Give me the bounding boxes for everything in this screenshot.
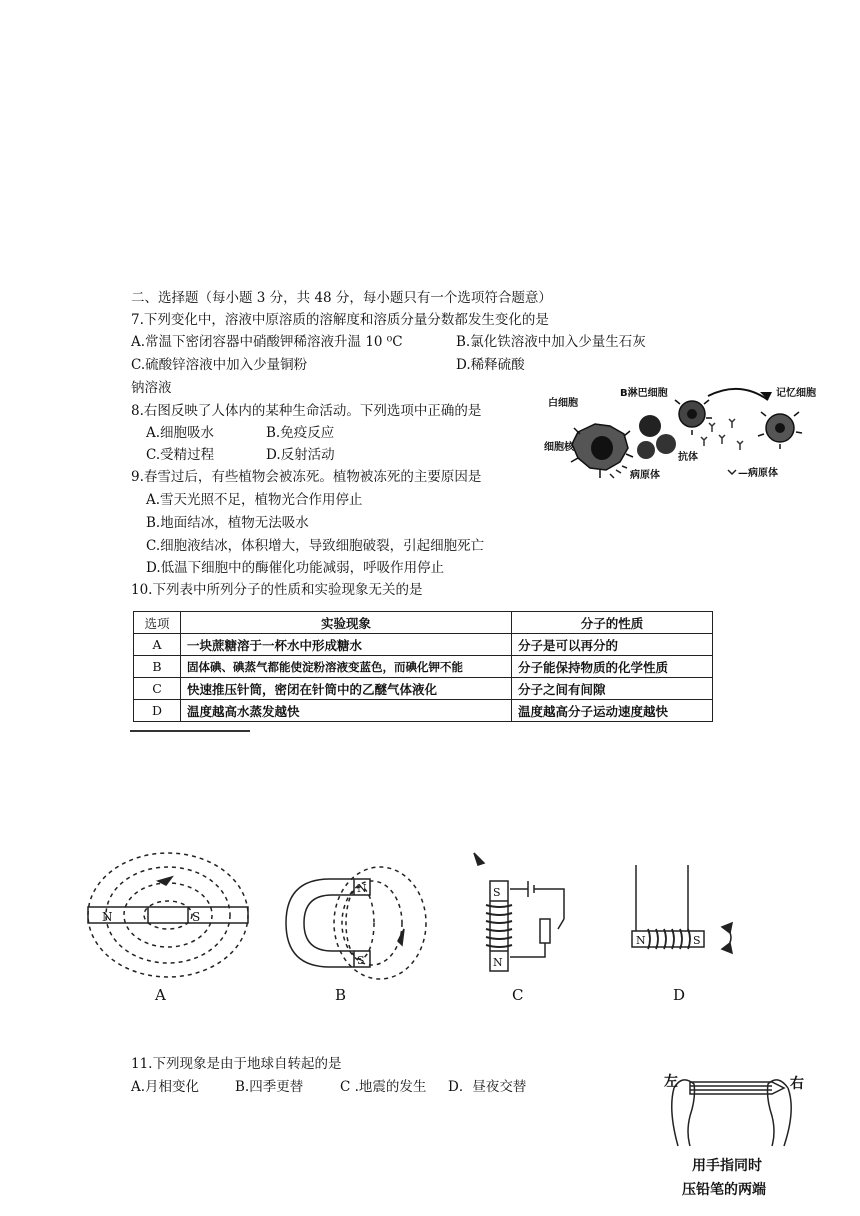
q7-option-b: B.氯化铁溶液中加入少量生石灰 [456, 334, 646, 350]
b-cell-drawing [675, 400, 712, 435]
pencil-caption-line1: 用手指同时 [692, 1158, 762, 1174]
nucleus-label: 细胞核 [544, 442, 574, 453]
q11-option-a: A.月相变化 [131, 1079, 200, 1095]
pencil-figure [660, 1070, 820, 1150]
table-cell: 温度越高水蒸发越快 [181, 700, 512, 722]
q10-table [133, 611, 713, 722]
figure-c-s: S [493, 886, 501, 899]
magnetic-field-figures [80, 845, 760, 1015]
pathogen-label: 病原体 [630, 470, 660, 481]
table-row [134, 634, 713, 656]
figure-b-label: B [335, 986, 347, 1004]
q10-stem: 10.下列表中所列分子的性质和实验现象无关的是 [131, 582, 423, 598]
table-row [134, 678, 713, 700]
q11-stem: 11.下列现象是由于地球自转起的是 [131, 1056, 342, 1072]
q8-option-d: D.反射活动 [266, 447, 335, 463]
table-cell: C [134, 678, 181, 700]
table-cell: 固体碘、碘蒸气都能使淀粉溶液变蓝色，而碘化钾不能 [181, 656, 512, 678]
figure-d-label: D [673, 986, 686, 1004]
table-cell: 分子能保持物质的化学性质 [512, 656, 713, 678]
pathogen-legend-label: —病原体 [738, 468, 778, 479]
memory-cell-label: 记忆细胞 [776, 388, 816, 399]
q7-option-d-continued: 钠溶液 [131, 380, 172, 396]
section-header: 二、选择题（每小题 3 分，共 48 分，每小题只有一个选项符合题意） [131, 290, 552, 306]
figure-d-n: N [636, 934, 646, 947]
figure-c-n: N [493, 956, 503, 969]
q8-option-c: C.受精过程 [146, 447, 215, 463]
figure-b-drawing [286, 867, 426, 979]
table-cell: 分子是可以再分的 [512, 634, 713, 656]
table-cell: B [134, 656, 181, 678]
table-header-row [134, 612, 713, 634]
q11-option-b: B.四季更替 [235, 1079, 304, 1095]
table-underline [130, 730, 250, 732]
table-cell: 分子之间有间隙 [512, 678, 713, 700]
q9-option-b: B.地面结冰，植物无法吸水 [146, 515, 309, 531]
table-cell: 一块蔗糖溶于一杯水中形成糖水 [181, 634, 512, 656]
q9-stem: 9.春雪过后，有些植物会被冻死。植物被冻死的主要原因是 [131, 469, 482, 485]
q9-option-c: C.细胞液结冰，体积增大，导致细胞破裂，引起细胞死亡 [146, 538, 485, 554]
figure-d-s: S [693, 934, 701, 947]
table-cell: 温度越高分子运动速度越快 [512, 700, 713, 722]
figure-a-label: A [155, 986, 166, 1004]
table-header-phenomenon: 实验现象 [181, 612, 512, 634]
b-cell-label: B淋巴细胞 [620, 388, 668, 399]
table-cell: 快速推压针筒，密闭在针筒中的乙醚气体液化 [181, 678, 512, 700]
memory-cell-drawing [758, 412, 802, 449]
antibody-label: 抗体 [678, 452, 698, 463]
figure-b-n: N [357, 882, 367, 895]
pencil-caption-line2: 压铅笔的两端 [682, 1182, 766, 1198]
pencil-right-label: 右 [790, 1076, 804, 1092]
immune-response-figure [540, 378, 830, 490]
q7-option-a: A.常温下密闭容器中硝酸钾稀溶液升温 10 ⁰C [131, 334, 403, 350]
q11-option-c: C .地震的发生 [340, 1079, 427, 1095]
q8-stem: 8.右图反映了人体内的某种生命活动。下列选项中正确的是 [131, 403, 482, 419]
figure-a-n: N [102, 910, 113, 924]
q9-option-d: D.低温下细胞中的酶催化功能减弱，呼吸作用停止 [146, 560, 445, 576]
table-row [134, 656, 713, 678]
table-header-option: 选项 [134, 612, 181, 634]
figure-b-s: S [357, 954, 365, 967]
figure-c-label: C [512, 986, 524, 1004]
antibody-shapes [701, 419, 743, 450]
white-cell-drawing [571, 424, 633, 478]
table-cell: D [134, 700, 181, 722]
q11-option-d: D．昼夜交替 [448, 1079, 527, 1095]
q8-option-a: A.细胞吸水 [146, 425, 215, 441]
table-cell: A [134, 634, 181, 656]
q7-option-c: C.硫酸锌溶液中加入少量铜粉 [131, 357, 308, 373]
q8-option-b: B.免疫反应 [266, 425, 335, 441]
pencil-left-label: 左 [664, 1074, 678, 1090]
figure-c-drawing [474, 853, 564, 971]
q7-option-d: D.稀释硫酸 [456, 357, 525, 373]
q7-stem: 7.下列变化中，溶液中原溶质的溶解度和溶质分量分数都发生变化的是 [131, 312, 549, 328]
q9-option-a: A.雪天光照不足，植物光合作用停止 [146, 492, 363, 508]
white-cell-label: 白细胞 [548, 398, 578, 409]
figure-a-s: S [192, 910, 201, 924]
figure-d-drawing [632, 865, 732, 953]
table-row [134, 700, 713, 722]
table-header-property: 分子的性质 [512, 612, 713, 634]
